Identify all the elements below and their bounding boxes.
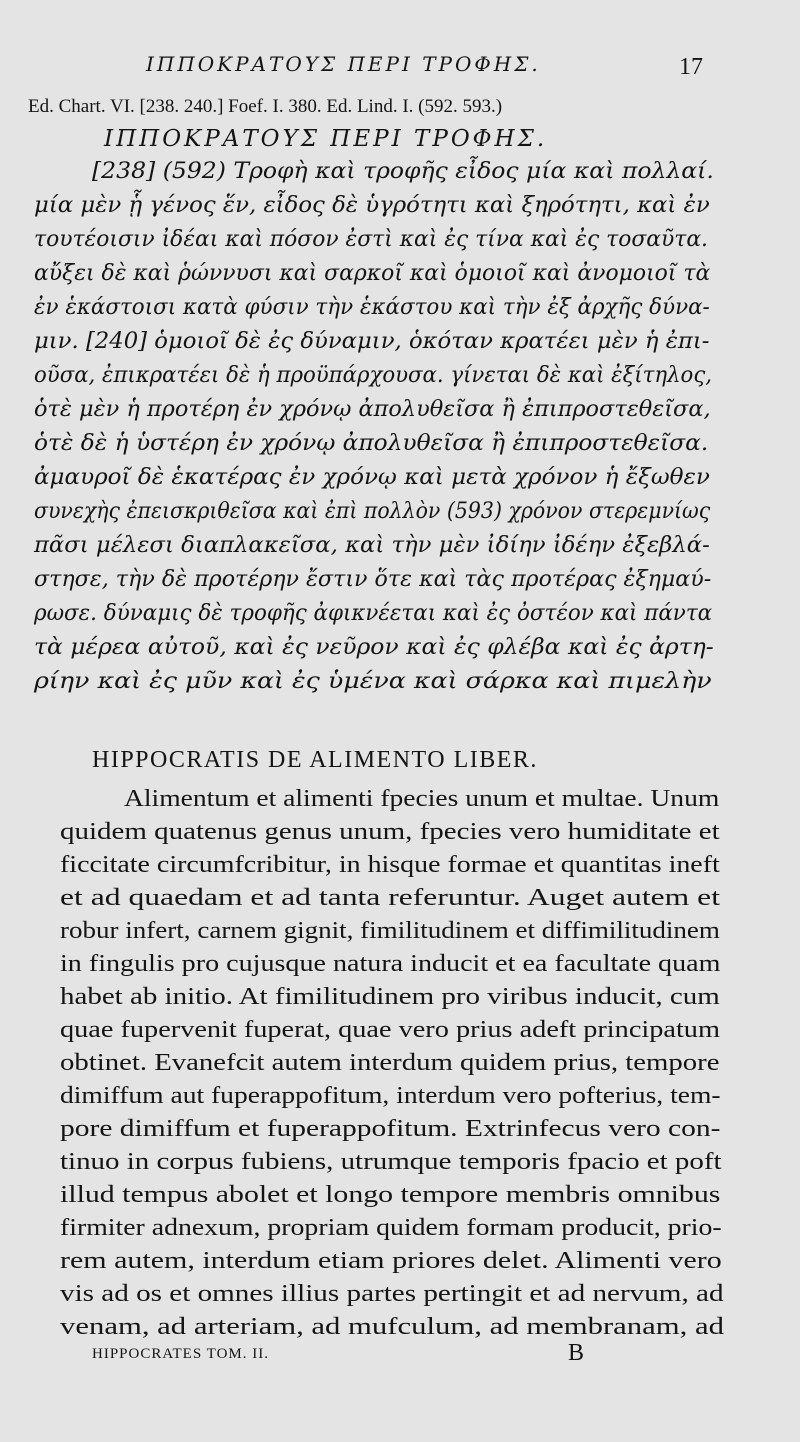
text-line: et ad quaedam et ad tanta referuntur. Auget autem et (60, 885, 720, 911)
text-line: ὁτὲ δὲ ἡ ὑστέρη ἐν χρόνῳ ἀπολυθεῖσα ἢ ἐπιπροστεθεῖσα. (34, 430, 709, 456)
footer-volume: HIPPOCRATES TOM. II. (92, 1346, 269, 1362)
text-line: ρωσε. δύναμις δὲ τροφῆς ἀφικνέεται καὶ ἐς ὀστέον καὶ πάντα (34, 600, 713, 626)
text-line: ρίην καὶ ἐς μῦν καὶ ἐς ὑμένα καὶ σάρκα καὶ πιμελὴν (34, 668, 712, 694)
text-line: συνεχὴς ἐπεισκριθεῖσα καὶ ἐπὶ πολλὸν (593) χρόνον στερεμνίως (34, 498, 711, 524)
text-line: ὁτὲ μὲν ἡ προτέρη ἐν χρόνῳ ἀπολυθεῖσα ἢ ἐπιπροστεθεῖσα, (34, 396, 711, 422)
text-line: in fingulis pro cujusque natura inducit et ea facultate quam (60, 951, 721, 977)
text-line: vis ad os et omnes illius partes pertingit et ad nervum, ad (60, 1281, 724, 1307)
text-line: illud tempus abolet et longo tempore membris omnibus (60, 1182, 721, 1208)
text-line: [238] (592) Τροφὴ καὶ τροφῆς εἶδος μία καὶ πολλαί. (92, 158, 714, 184)
text-line: ἀμαυροῖ δὲ ἑκατέρας ἐν χρόνῳ καὶ μετὰ χρόνον ἡ ἔξωθεν (34, 464, 710, 490)
text-line: pore dimiffum et fuperappofitum. Extrinfecus vero con- (60, 1116, 721, 1142)
text-line: dimiffum aut fuperappofitum, interdum vero pofterius, tem- (60, 1083, 721, 1109)
text-line: τουτέοισιν ἰδέαι καὶ πόσον ἐστὶ καὶ ἐς τίνα καὶ ἐς τοσαῦτα. (34, 226, 708, 252)
text-line: ἐν ἑκάστοισι κατὰ φύσιν τὴν ἑκάστου καὶ τὴν ἐξ ἀρχῆς δύνα- (34, 294, 710, 320)
text-line: Alimentum et alimenti fpecies unum et multae. Unum (124, 786, 720, 812)
edition-line: Ed. Chart. VI. [238. 240.] Foef. I. 380. Ed. Lind. I. (592. 593.) (28, 96, 503, 117)
text-line: ficcitate circumfcribitur, in hisque formae et quantitas ineft (60, 852, 720, 878)
page-number: 17 (679, 54, 703, 80)
text-line: rem autem, interdum etiam priores delet. Alimenti vero (60, 1248, 722, 1274)
signature-mark: B (568, 1340, 585, 1366)
text-line: venam, ad arteriam, ad mufculum, ad membranam, ad (60, 1314, 724, 1340)
text-line: obtinet. Evanefcit autem interdum quidem prius, tempore (60, 1050, 720, 1076)
text-line: τὰ μέρεα αὐτοῦ, καὶ ἐς νεῦρον καὶ ἐς φλέβα καὶ ἐς ἀρτη- (34, 634, 714, 660)
text-line: quae fupervenit fuperat, quae vero prius adeft principatum (60, 1017, 720, 1043)
text-line: robur infert, carnem gignit, fimilitudinem et diffimilitudinem (60, 918, 720, 944)
text-line: μιν. [240] ὁμοιοῖ δὲ ἐς δύναμιν, ὁκόταν κρατέει μὲν ἡ ἐπι- (34, 328, 710, 354)
running-title: ΙΠΠΟΚΡΑΤΟΥΣ ΠΕΡΙ ΤΡΟΦΗΣ. (146, 52, 541, 76)
text-line: στησε, τὴν δὲ προτέρην ἔστιν ὅτε καὶ τὰς προτέρας ἐξημαύ- (34, 566, 712, 592)
text-line: tinuo in corpus fubiens, utrumque temporis fpacio et poft (60, 1149, 722, 1175)
text-line: πᾶσι μέλεσι διαπλακεῖσα, καὶ τὴν μὲν ἰδίην ἰδέην ἐξεβλά- (34, 532, 710, 558)
greek-title: ΙΠΠΟΚΡΑΤΟΥΣ ΠΕΡΙ ΤΡΟΦΗΣ. (104, 126, 548, 152)
text-line: οῦσα, ἐπικρατέει δὲ ἡ προϋπάρχουσα. γίνεται δὲ καὶ ἐξίτηλος, (34, 362, 712, 388)
text-line: quidem quatenus genus unum, fpecies vero humiditate et (60, 819, 720, 845)
latin-title: HIPPOCRATIS DE ALIMENTO LIBER. (92, 747, 538, 773)
text-line: firmiter adnexum, propriam quidem formam producit, prio- (60, 1215, 722, 1241)
text-line: αὔξει δὲ καὶ ῥώννυσι καὶ σαρκοῖ καὶ ὁμοιοῖ καὶ ἀνομοιοῖ τὰ (34, 260, 711, 286)
text-line: μία μὲν ᾗ γένος ἕν, εἶδος δὲ ὑγρότητι καὶ ξηρότητι, καὶ ἐν (34, 192, 710, 218)
text-line: habet ab initio. At fimilitudinem pro viribus inducit, cum (60, 984, 720, 1010)
